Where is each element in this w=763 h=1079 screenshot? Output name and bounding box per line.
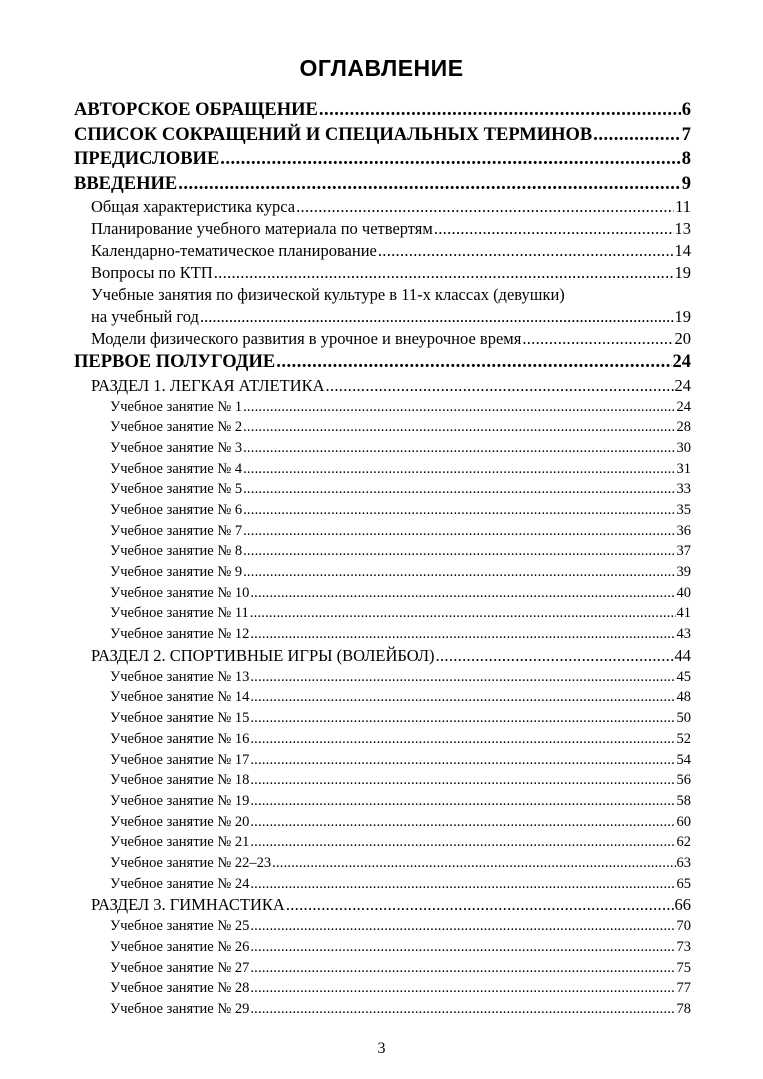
toc-entry[interactable] [74, 958, 691, 979]
dot-leader [378, 240, 674, 262]
toc-entry-title: Учебное занятие № 4 [110, 460, 243, 477]
dot-leader [434, 218, 674, 240]
page-number: 3 [377, 1040, 386, 1057]
toc-entry-title: Учебное занятие № 7 [110, 522, 243, 539]
toc-entry-page: 13 [674, 219, 691, 238]
toc-entry-page: 78 [676, 1001, 691, 1018]
toc-entry[interactable] [74, 438, 691, 459]
toc-entry-title: Общая характеристика курса [91, 197, 296, 216]
dot-leader [243, 562, 675, 583]
toc-entry-title: Учебное занятие № 26 [110, 939, 250, 955]
dot-leader [250, 770, 675, 791]
dot-leader [243, 541, 675, 562]
toc-entry-page: 8 [681, 149, 691, 169]
toc-entry-page: 31 [676, 460, 691, 477]
toc-entry-page: 36 [676, 522, 691, 539]
toc-entry-title: Учебное занятие № 9 [110, 564, 243, 580]
toc-entry-page: 50 [676, 710, 691, 727]
toc-entry-page: 65 [676, 875, 691, 892]
toc-entry-title: Учебное занятие № 2 [110, 419, 243, 436]
dot-leader [286, 894, 674, 916]
dot-leader [250, 750, 675, 771]
dot-leader [250, 958, 675, 979]
dot-leader [250, 999, 675, 1020]
dot-leader [250, 812, 675, 833]
toc-entry-page: 66 [674, 895, 691, 915]
toc-entry-title: РАЗДЕЛ 3. ГИМНАСТИКА [91, 895, 285, 915]
toc-entry[interactable] [74, 218, 691, 240]
toc-entry[interactable] [74, 583, 691, 604]
toc-entry[interactable] [74, 479, 691, 500]
toc-entry-page: 77 [676, 980, 691, 997]
dot-leader [214, 262, 674, 284]
toc-entry-title: ПРЕДИСЛОВИЕ [74, 149, 220, 169]
dot-leader [250, 729, 675, 750]
toc-title: ОГЛАВЛЕНИЕ [299, 55, 464, 81]
toc-entry[interactable] [74, 791, 691, 812]
toc-entry-title: Учебное занятие № 13 [110, 668, 250, 685]
toc-entry-page: 75 [676, 959, 691, 976]
dot-leader [296, 196, 674, 218]
dot-leader [243, 500, 675, 521]
toc-entry-title: Модели физического развития в урочное и внеурочное время [91, 329, 522, 348]
table-of-contents [74, 98, 691, 1020]
dot-leader [220, 147, 680, 172]
toc-entry-title: ПЕРВОЕ ПОЛУГОДИЕ [74, 352, 276, 372]
toc-entry-title: Учебное занятие № 29 [110, 1001, 250, 1018]
dot-leader [250, 978, 675, 999]
toc-entry-page: 37 [676, 543, 691, 560]
toc-entry-page: 56 [676, 772, 691, 789]
toc-entry-page: 30 [676, 439, 691, 456]
dot-leader [593, 123, 681, 148]
toc-entry-title: Учебное занятие № 27 [110, 959, 250, 976]
toc-entry-page: 48 [676, 689, 691, 706]
dot-leader [243, 521, 675, 542]
dot-leader [436, 645, 674, 667]
toc-entry[interactable] [74, 687, 691, 708]
toc-entry[interactable] [74, 375, 691, 397]
toc-entry-page: 33 [676, 481, 691, 498]
toc-entry-title: Учебное занятие № 28 [110, 980, 250, 997]
dot-leader [200, 306, 674, 328]
dot-leader [250, 874, 675, 895]
toc-entry[interactable] [74, 937, 691, 958]
toc-entry-title: АВТОРСКОЕ ОБРАЩЕНИЕ [74, 100, 318, 120]
dot-leader [250, 667, 675, 688]
toc-entry-title: Учебное занятие № 19 [110, 792, 250, 809]
toc-entry[interactable] [74, 708, 691, 729]
dot-leader [250, 624, 675, 645]
toc-entry[interactable] [74, 196, 691, 218]
toc-entry[interactable] [74, 284, 691, 328]
toc-entry[interactable] [74, 750, 691, 771]
toc-entry-title: ВВЕДЕНИЕ [74, 173, 178, 194]
toc-entry-title: Учебное занятие № 16 [110, 730, 250, 747]
toc-entry-title: Учебное занятие № 20 [110, 813, 250, 830]
toc-entry[interactable] [74, 812, 691, 833]
dot-leader [243, 438, 675, 459]
toc-entry[interactable] [74, 894, 691, 916]
toc-entry[interactable] [74, 500, 691, 521]
toc-entry-page: 63 [676, 854, 691, 871]
toc-entry-page: 6 [681, 100, 691, 120]
toc-entry-page: 62 [676, 834, 691, 851]
toc-entry[interactable] [74, 417, 691, 438]
dot-leader [250, 916, 675, 937]
toc-entry-title-continuation: на учебный год [91, 307, 199, 326]
toc-entry[interactable] [74, 874, 691, 895]
toc-entry-page: 43 [676, 626, 691, 643]
toc-entry-page: 54 [676, 751, 691, 768]
toc-entry-page: 45 [676, 668, 691, 685]
toc-entry-title: Учебное занятие № 1 [110, 398, 243, 415]
toc-entry-title: Учебное занятие № 11 [110, 605, 249, 622]
toc-entry-title: Учебное занятие № 25 [110, 918, 250, 935]
toc-entry-page: 41 [676, 605, 691, 622]
dot-leader [326, 375, 674, 397]
toc-entry[interactable] [74, 262, 691, 284]
toc-entry-page: 24 [674, 375, 691, 395]
dot-leader [276, 350, 671, 375]
toc-entry-page: 24 [672, 352, 691, 372]
toc-entry-title: Календарно-тематическое планирование [91, 241, 377, 260]
toc-entry-title: Учебное занятие № 3 [110, 439, 243, 456]
toc-entry-title: Учебное занятие № 5 [110, 481, 243, 498]
toc-entry[interactable] [74, 729, 691, 750]
toc-entry[interactable] [74, 123, 691, 148]
toc-entry-title: Вопросы по КТП [91, 263, 213, 282]
toc-entry[interactable] [74, 645, 691, 667]
toc-entry-title: Учебное занятие № 22–23 [110, 854, 272, 871]
toc-entry-page: 73 [676, 939, 691, 955]
toc-entry-title: Учебное занятие № 24 [110, 875, 250, 892]
toc-entry-title: Учебное занятие № 21 [110, 834, 250, 851]
dot-leader [178, 172, 681, 197]
dot-leader [272, 853, 675, 874]
toc-entry-page: 11 [675, 197, 691, 216]
dot-leader [522, 328, 673, 350]
dot-leader [250, 791, 675, 812]
dot-leader [250, 687, 675, 708]
toc-entry-page: 28 [676, 419, 691, 436]
toc-entry[interactable] [74, 397, 691, 418]
dot-leader [243, 397, 675, 418]
toc-entry[interactable] [74, 832, 691, 853]
toc-entry[interactable] [74, 624, 691, 645]
toc-entry[interactable] [74, 999, 691, 1020]
dot-leader [250, 603, 676, 624]
toc-entry-page: 19 [674, 263, 691, 282]
toc-entry-page: 20 [674, 329, 691, 348]
toc-entry-title: Учебное занятие № 10 [110, 584, 250, 601]
dot-leader [243, 459, 675, 480]
toc-entry[interactable] [74, 147, 691, 172]
toc-entry[interactable] [74, 603, 691, 624]
toc-entry[interactable] [74, 916, 691, 937]
toc-entry-title: Планирование учебного материала по четвертям [91, 219, 433, 238]
toc-entry-title: Учебное занятие № 15 [110, 710, 250, 727]
toc-entry[interactable] [74, 562, 691, 583]
toc-entry[interactable] [74, 328, 691, 350]
toc-entry-page: 52 [676, 730, 691, 747]
toc-entry-page: 60 [676, 813, 691, 830]
toc-entry-title: Учебные занятия по физической культуре в 11-х классах (девушки) [91, 285, 565, 304]
toc-entry-page: 9 [681, 173, 691, 194]
toc-entry-title: РАЗДЕЛ 1. ЛЕГКАЯ АТЛЕТИКА [91, 375, 325, 395]
toc-entry-page: 70 [676, 918, 691, 935]
dot-leader [250, 937, 675, 958]
toc-entry[interactable] [74, 770, 691, 791]
toc-entry[interactable] [74, 978, 691, 999]
toc-entry-title: РАЗДЕЛ 2. СПОРТИВНЫЕ ИГРЫ (ВОЛЕЙБОЛ) [91, 645, 435, 665]
dot-leader [250, 832, 675, 853]
toc-entry-title: Учебное занятие № 17 [110, 751, 250, 768]
toc-entry-page: 40 [676, 584, 691, 601]
toc-entry-title: Учебное занятие № 12 [110, 626, 250, 643]
toc-entry[interactable] [74, 350, 691, 375]
toc-entry-title: СПИСОК СОКРАЩЕНИЙ И СПЕЦИАЛЬНЫХ ТЕРМИНОВ [74, 124, 593, 145]
toc-entry[interactable] [74, 541, 691, 562]
toc-entry-page: 35 [676, 501, 691, 518]
toc-entry-title: Учебное занятие № 18 [110, 772, 250, 789]
dot-leader [250, 583, 675, 604]
toc-entry-title: Учебное занятие № 8 [110, 543, 243, 560]
dot-leader [319, 98, 681, 123]
dot-leader [243, 479, 675, 500]
toc-entry[interactable] [74, 98, 691, 123]
toc-entry-page: 14 [674, 241, 691, 260]
toc-entry[interactable] [74, 521, 691, 542]
dot-leader [243, 417, 675, 438]
toc-entry[interactable] [74, 240, 691, 262]
dot-leader [250, 708, 675, 729]
toc-entry-page: 44 [674, 645, 691, 665]
toc-entry-page: 39 [676, 564, 691, 580]
toc-entry-title: Учебное занятие № 6 [110, 501, 243, 518]
toc-entry[interactable] [74, 667, 691, 688]
toc-entry[interactable] [74, 172, 691, 197]
toc-entry-page: 7 [681, 124, 691, 145]
toc-entry-page: 19 [674, 307, 691, 326]
toc-entry[interactable] [74, 853, 691, 874]
toc-entry-page: 24 [676, 398, 691, 415]
toc-entry-page: 58 [676, 792, 691, 809]
toc-entry[interactable] [74, 459, 691, 480]
toc-entry-title: Учебное занятие № 14 [110, 689, 250, 706]
